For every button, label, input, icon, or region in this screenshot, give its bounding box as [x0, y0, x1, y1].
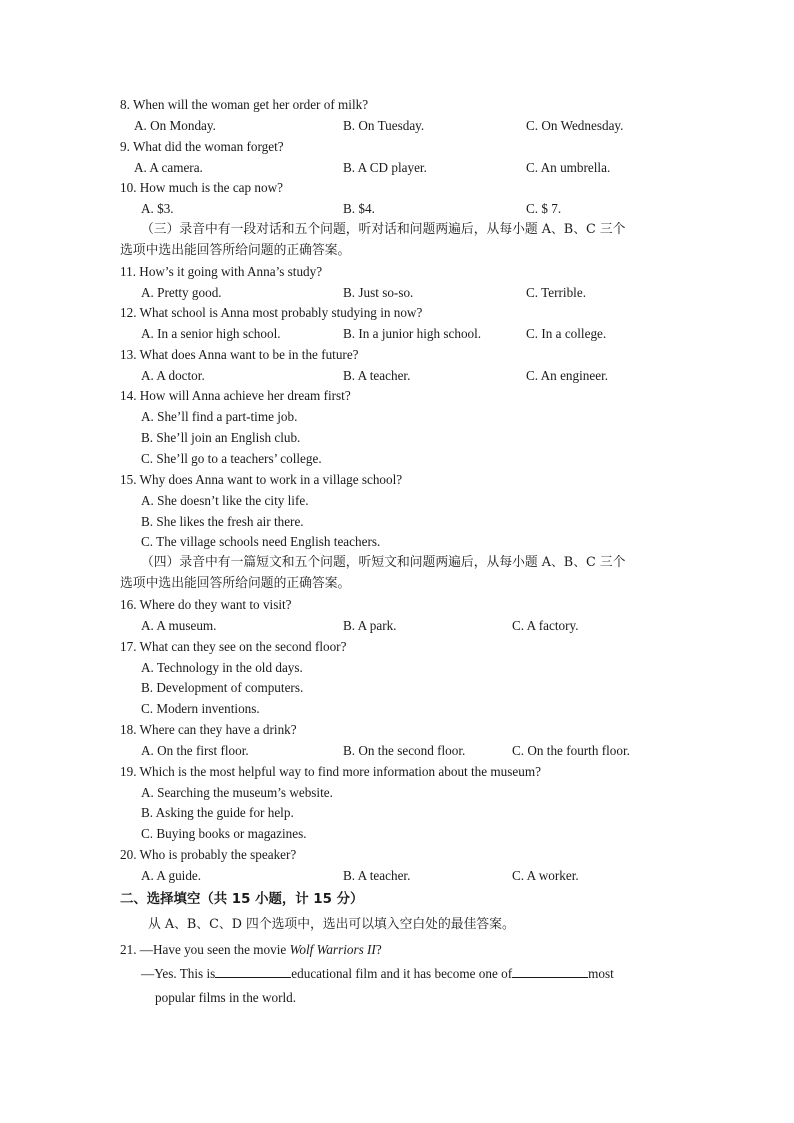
option-b[interactable]: B. Just so-so.: [343, 285, 414, 300]
option-c[interactable]: C. $ 7.: [526, 201, 562, 216]
option-a[interactable]: A. A guide.: [141, 868, 202, 883]
question-21-prefix: 21. —Have you seen the movie: [120, 942, 290, 957]
option-c[interactable]: C. Terrible.: [526, 285, 586, 300]
option-a[interactable]: A. A camera.: [134, 160, 203, 175]
option-a[interactable]: A. $3.: [141, 201, 174, 216]
question-11: 11. How’s it going with Anna’s study?: [120, 264, 323, 279]
option-b[interactable]: B. She’ll join an English club.: [141, 430, 301, 445]
option-c[interactable]: C. In a college.: [526, 326, 607, 341]
part-3-instruction-line-2: 选项中选出能回答所给问题的正确答案。: [120, 243, 351, 258]
question-8: 8. When will the woman get her order of milk?: [120, 97, 369, 112]
option-b[interactable]: B. A CD player.: [343, 160, 427, 175]
option-a[interactable]: A. Technology in the old days.: [141, 660, 303, 675]
part-4-instruction-line-1: （四）录音中有一篇短文和五个问题，听短文和问题两遍后，从每小题 A、B、C 三个: [141, 555, 626, 570]
question-12: 12. What school is Anna most probably studying in now?: [120, 305, 423, 320]
option-b[interactable]: B. $4.: [343, 201, 375, 216]
option-a[interactable]: A. She doesn’t like the city life.: [141, 493, 309, 508]
option-c[interactable]: C. Modern inventions.: [141, 701, 260, 716]
question-21: [120, 940, 382, 961]
option-c[interactable]: C. An umbrella.: [526, 160, 611, 175]
option-a[interactable]: A. A doctor.: [141, 368, 205, 383]
option-c[interactable]: C. She’ll go to a teachers’ college.: [141, 451, 322, 466]
option-b[interactable]: B. Development of computers.: [141, 680, 304, 695]
option-c[interactable]: C. A factory.: [512, 618, 579, 633]
option-c[interactable]: C. The village schools need English teachers.: [141, 534, 381, 549]
option-c[interactable]: C. On the fourth floor.: [512, 743, 630, 758]
blank-1[interactable]: [215, 964, 291, 978]
movie-title: Wolf Warriors II: [289, 942, 376, 957]
option-a[interactable]: A. On Monday.: [134, 118, 216, 133]
question-17: 17. What can they see on the second floor?: [120, 639, 347, 654]
section-2-title: 二、选择填空（共 15 小题，计 15 分）: [120, 892, 364, 907]
question-9: 9. What did the woman forget?: [120, 139, 284, 154]
option-a[interactable]: A. On the first floor.: [141, 743, 249, 758]
option-b[interactable]: B. On Tuesday.: [343, 118, 425, 133]
option-b[interactable]: B. A teacher.: [343, 868, 411, 883]
question-21-reply: [141, 964, 614, 985]
question-21-reply-line-2: popular films in the world.: [155, 990, 297, 1005]
option-c[interactable]: C. Buying books or magazines.: [141, 826, 307, 841]
option-a[interactable]: A. Pretty good.: [141, 285, 222, 300]
part-4-instruction-line-2: 选项中选出能回答所给问题的正确答案。: [120, 576, 351, 591]
option-a[interactable]: A. Searching the museum’s website.: [141, 785, 333, 800]
option-a[interactable]: A. A museum.: [141, 618, 217, 633]
option-c[interactable]: C. A worker.: [512, 868, 579, 883]
option-b[interactable]: B. A park.: [343, 618, 397, 633]
question-16: 16. Where do they want to visit?: [120, 597, 292, 612]
option-c[interactable]: C. On Wednesday.: [526, 118, 624, 133]
reply-mid: educational film and it has become one of: [291, 966, 513, 981]
option-b[interactable]: B. A teacher.: [343, 368, 411, 383]
option-b[interactable]: B. On the second floor.: [343, 743, 466, 758]
blank-2[interactable]: [512, 964, 588, 978]
question-21-suffix: ?: [375, 942, 382, 957]
question-19: 19. Which is the most helpful way to find more information about the museum?: [120, 764, 541, 779]
reply-end: most: [588, 966, 614, 981]
question-20: 20. Who is probably the speaker?: [120, 847, 297, 862]
question-18: 18. Where can they have a drink?: [120, 722, 297, 737]
option-a[interactable]: A. She’ll find a part-time job.: [141, 409, 298, 424]
reply-start: —Yes. This is: [141, 966, 216, 981]
option-b[interactable]: B. Asking the guide for help.: [141, 805, 294, 820]
question-13: 13. What does Anna want to be in the future?: [120, 347, 359, 362]
section-2-instruction: 从 A、B、C、D 四个选项中，选出可以填入空白处的最佳答案。: [148, 917, 515, 932]
question-10: 10. How much is the cap now?: [120, 180, 283, 195]
option-b[interactable]: B. She likes the fresh air there.: [141, 514, 304, 529]
option-b[interactable]: B. In a junior high school.: [343, 326, 482, 341]
part-3-instruction-line-1: （三）录音中有一段对话和五个问题，听对话和问题两遍后，从每小题 A、B、C 三个: [141, 222, 626, 237]
option-c[interactable]: C. An engineer.: [526, 368, 609, 383]
question-15: 15. Why does Anna want to work in a village school?: [120, 472, 403, 487]
option-a[interactable]: A. In a senior high school.: [141, 326, 281, 341]
question-14: 14. How will Anna achieve her dream first?: [120, 388, 351, 403]
